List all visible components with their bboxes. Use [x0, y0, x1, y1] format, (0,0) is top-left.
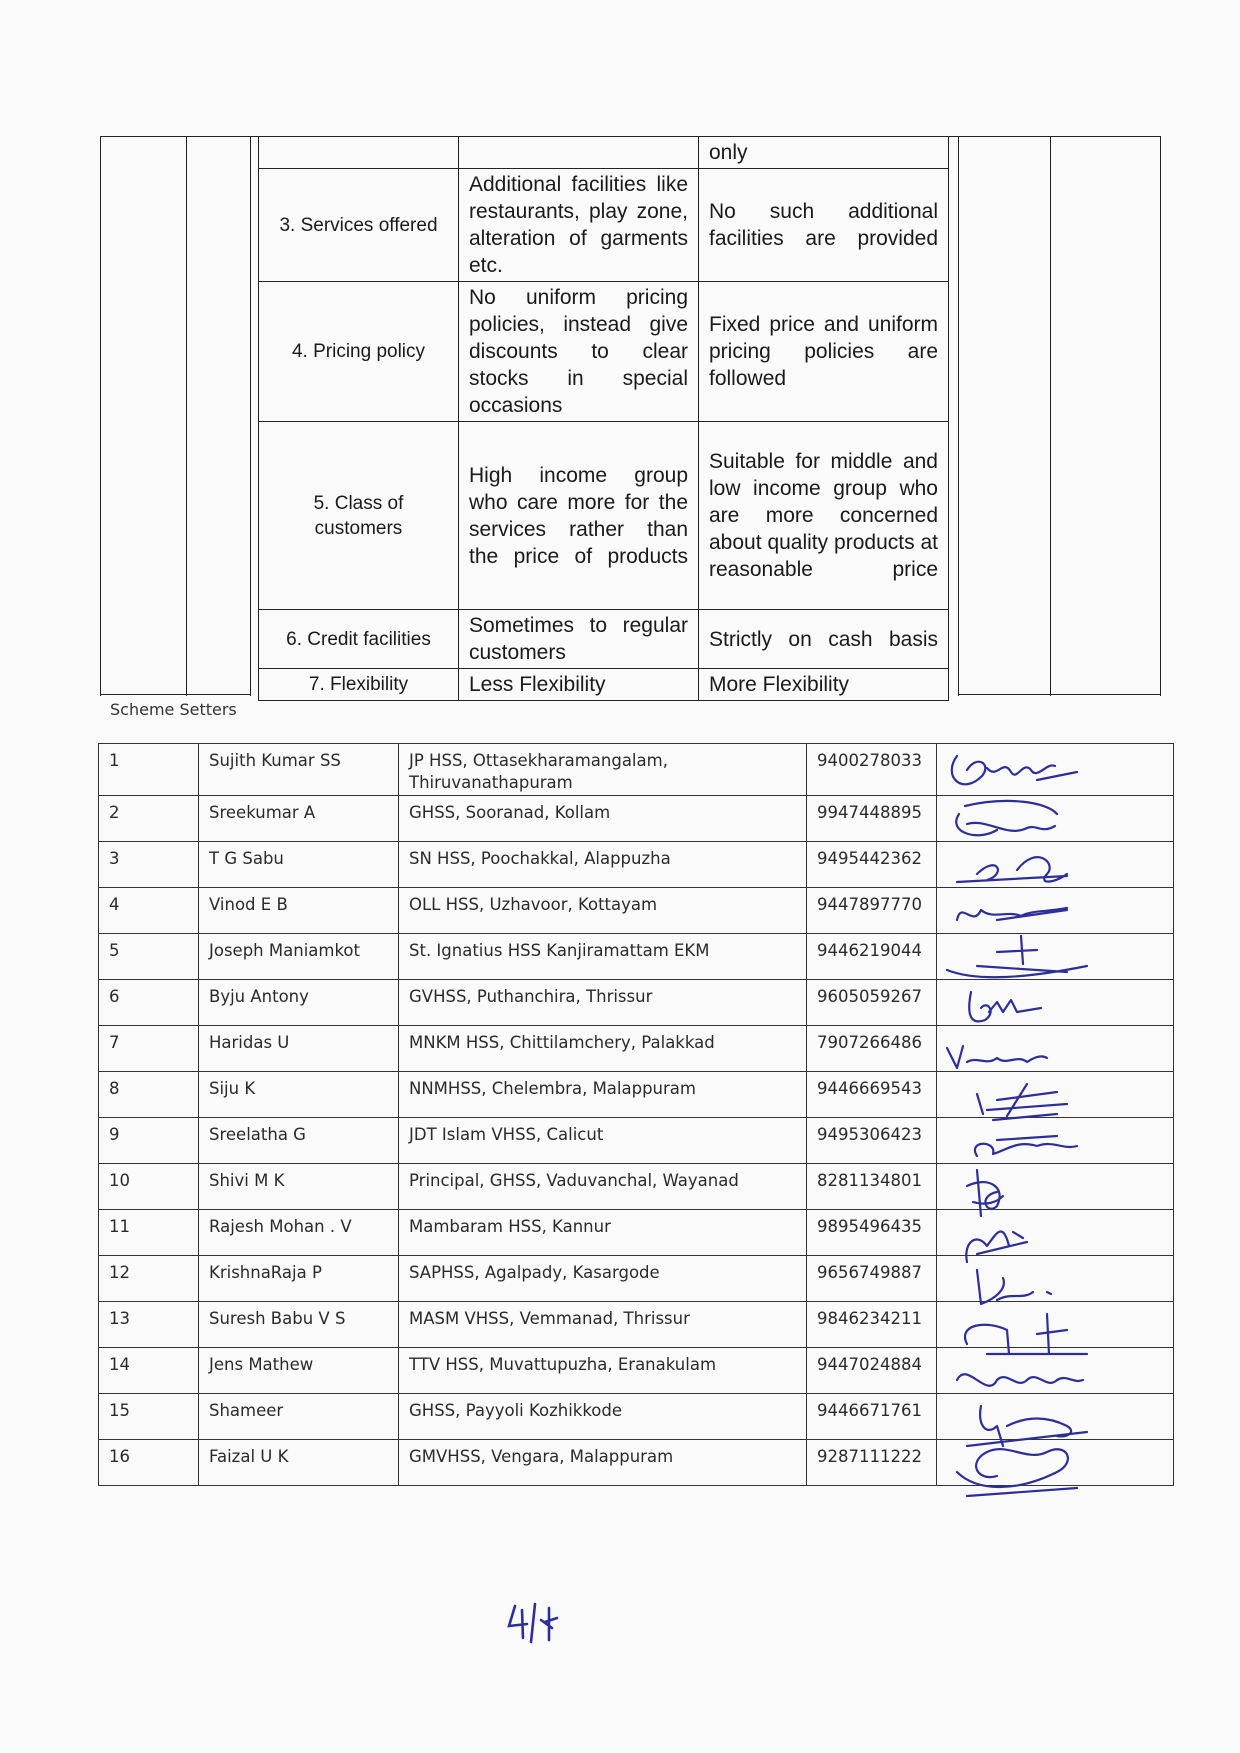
setter-name: Jens Mathew [199, 1348, 399, 1394]
comparison-cell-a: High income group who care more for the services rather than the price of products [459, 422, 699, 610]
setter-phone: 9446671761 [807, 1394, 937, 1440]
setter-phone: 9446219044 [807, 934, 937, 980]
comparison-item: 4. Pricing policy [259, 282, 459, 422]
setter-name: Haridas U [199, 1026, 399, 1072]
setter-school: Mambaram HSS, Kannur [399, 1210, 807, 1256]
setter-phone: 8281134801 [807, 1164, 937, 1210]
setter-name: Rajesh Mohan . V [199, 1210, 399, 1256]
setter-school: JDT Islam VHSS, Calicut [399, 1118, 807, 1164]
row-number: 13 [99, 1302, 199, 1348]
setter-name: Sujith Kumar SS [199, 744, 399, 796]
setter-name: Byju Antony [199, 980, 399, 1026]
setter-name: Suresh Babu V S [199, 1302, 399, 1348]
setter-phone: 9947448895 [807, 796, 937, 842]
row-number: 11 [99, 1210, 199, 1256]
row-number: 3 [99, 842, 199, 888]
setter-name: Shivi M K [199, 1164, 399, 1210]
setter-school: St. Ignatius HSS Kanjiramattam EKM [399, 934, 807, 980]
setter-name: Faizal U K [199, 1440, 399, 1486]
setter-phone: 9446669543 [807, 1072, 937, 1118]
setter-phone: 9656749887 [807, 1256, 937, 1302]
scheme-setters-heading: Scheme Setters [110, 700, 237, 719]
row-number: 9 [99, 1118, 199, 1164]
comparison-cell-b: Suitable for middle and low income group who are more concerned about quality products at reasonable price [699, 422, 949, 610]
row-number: 4 [99, 888, 199, 934]
row-number: 12 [99, 1256, 199, 1302]
setter-school: Principal, GHSS, Vaduvanchal, Wayanad [399, 1164, 807, 1210]
setter-phone: 9447897770 [807, 888, 937, 934]
setter-school: NNMHSS, Chelembra, Malappuram [399, 1072, 807, 1118]
comparison-cell-a: Sometimes to regular customers [459, 610, 699, 669]
setter-school: MNKM HSS, Chittilamchery, Palakkad [399, 1026, 807, 1072]
setter-school: TTV HSS, Muvattupuzha, Eranakulam [399, 1348, 807, 1394]
setter-name: Shameer [199, 1394, 399, 1440]
setter-school: SN HSS, Poochakkal, Alappuzha [399, 842, 807, 888]
table-row [99, 1440, 1174, 1486]
handwritten-page-number [505, 1598, 585, 1648]
setter-school: JP HSS, Ottasekharamangalam, Thiruvanathapuram [399, 744, 807, 796]
comparison-cell-a: No uniform pricing policies, instead give discounts to clear stocks in special occasions [459, 282, 699, 422]
scheme-setters-table [98, 743, 1174, 1486]
setter-phone: 9400278033 [807, 744, 937, 796]
setter-school: GVHSS, Puthanchira, Thrissur [399, 980, 807, 1026]
setter-name: Vinod E B [199, 888, 399, 934]
row-number: 7 [99, 1026, 199, 1072]
comparison-cell-b: Fixed price and uniform pricing policies are followed [699, 282, 949, 422]
setter-school: MASM VHSS, Vemmanad, Thrissur [399, 1302, 807, 1348]
row-number: 6 [99, 980, 199, 1026]
setter-phone: 9846234211 [807, 1302, 937, 1348]
comparison-table [258, 136, 949, 701]
comparison-table-frame [100, 136, 1160, 696]
comparison-cell-b: More Flexibility [699, 669, 949, 701]
setter-phone: 9287111222 [807, 1440, 937, 1486]
setter-phone: 9605059267 [807, 980, 937, 1026]
comparison-item: 6. Credit facilities [259, 610, 459, 669]
comparison-item: 7. Flexibility [259, 669, 459, 701]
comparison-cell-a: Additional facilities like restaurants, play zone, alteration of garments etc. [459, 169, 699, 282]
signature-cell [937, 1440, 1174, 1486]
row-number: 8 [99, 1072, 199, 1118]
row-number: 15 [99, 1394, 199, 1440]
comparison-cell-b: No such additional facilities are provided [699, 169, 949, 282]
setter-phone: 9495442362 [807, 842, 937, 888]
row-number: 14 [99, 1348, 199, 1394]
row-number: 16 [99, 1440, 199, 1486]
row-number: 2 [99, 796, 199, 842]
setter-phone: 7907266486 [807, 1026, 937, 1072]
setter-name: KrishnaRaja P [199, 1256, 399, 1302]
setter-name: Siju K [199, 1072, 399, 1118]
comparison-item: 5. Class of customers [259, 422, 459, 610]
continuation-cell: only [699, 137, 949, 169]
setter-phone: 9447024884 [807, 1348, 937, 1394]
setter-school: OLL HSS, Uzhavoor, Kottayam [399, 888, 807, 934]
setter-name: Sreekumar A [199, 796, 399, 842]
comparison-cell-b: Strictly on cash basis [699, 610, 949, 669]
comparison-cell-a: Less Flexibility [459, 669, 699, 701]
setter-name: T G Sabu [199, 842, 399, 888]
row-number: 5 [99, 934, 199, 980]
comparison-item: 3. Services offered [259, 169, 459, 282]
setter-phone: 9495306423 [807, 1118, 937, 1164]
setter-school: GMVHSS, Vengara, Malappuram [399, 1440, 807, 1486]
setter-name: Sreelatha G [199, 1118, 399, 1164]
setter-school: SAPHSS, Agalpady, Kasargode [399, 1256, 807, 1302]
setter-name: Joseph Maniamkot [199, 934, 399, 980]
setter-phone: 9895496435 [807, 1210, 937, 1256]
row-number: 1 [99, 744, 199, 796]
setter-school: GHSS, Payyoli Kozhikkode [399, 1394, 807, 1440]
setter-school: GHSS, Sooranad, Kollam [399, 796, 807, 842]
row-number: 10 [99, 1164, 199, 1210]
handwritten-signature [937, 1432, 1107, 1502]
